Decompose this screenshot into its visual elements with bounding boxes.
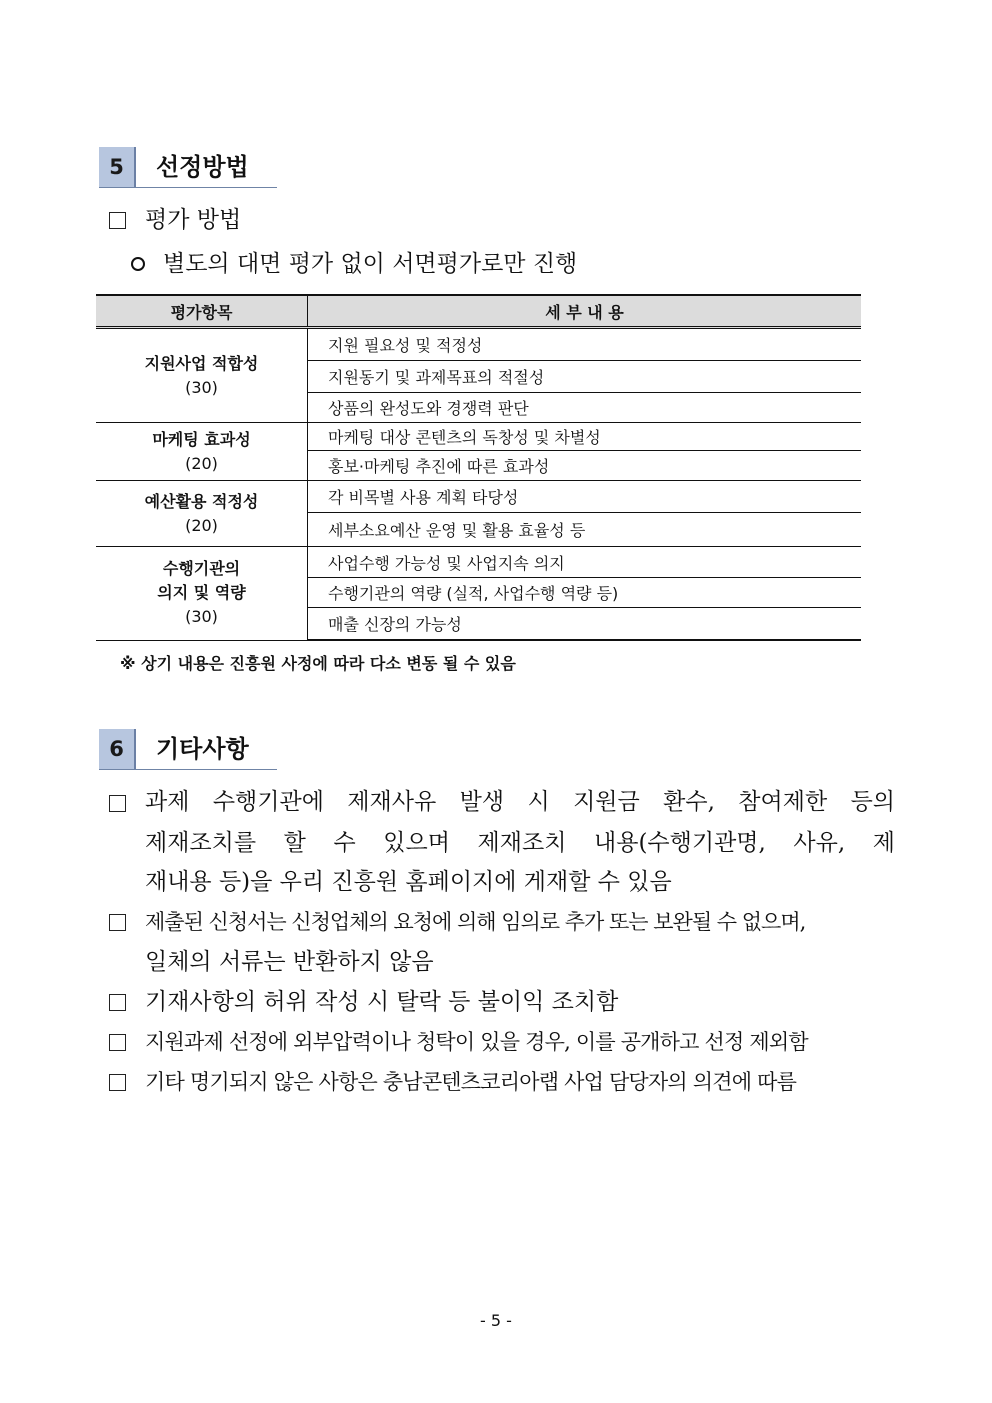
misc-item-1-line-1: 과제 수행기관에 제재사유 발생 시 지원금 환수, 참여제한 등의: [145, 789, 895, 815]
detail-item: 세부소요예산 운영 및 활용 효율성 등: [308, 513, 862, 547]
eval-method-heading: 평가 방법: [145, 207, 242, 233]
checkbox-square-icon: [109, 212, 126, 229]
page-number: - 5 -: [480, 1311, 512, 1330]
detail-item: 지원동기 및 과제목표의 적절성: [308, 361, 862, 392]
category-name: 마케팅 효과성: [152, 429, 251, 449]
section-6-header: [99, 729, 277, 770]
table-row: [96, 328, 861, 361]
category-name: 예산활용 적정성: [144, 491, 259, 511]
misc-item-4: 지원과제 선정에 외부압력이나 청탁이 있을 경우, 이를 공개하고 선정 제외함: [145, 1030, 808, 1054]
category-score: (20): [185, 453, 218, 473]
checkbox-square-icon: [109, 795, 126, 812]
misc-item-2-line-2: 일체의 서류는 반환하지 않음: [145, 949, 434, 975]
category-name-line2: 의지 및 역량: [157, 583, 246, 603]
detail-item: 각 비목별 사용 계획 타당성: [308, 481, 862, 513]
category-cell: [96, 328, 308, 423]
detail-item: 상품의 완성도와 경쟁력 판단: [308, 392, 862, 422]
table-row: [96, 423, 861, 451]
category-score: (20): [185, 515, 218, 535]
section-5-number: 5: [99, 147, 136, 187]
detail-item: 지원 필요성 및 적정성: [308, 328, 862, 361]
misc-item-3: 기재사항의 허위 작성 시 탈락 등 불이익 조치함: [145, 989, 619, 1015]
table-note: ※ 상기 내용은 진흥원 사정에 따라 다소 변동 될 수 있음: [120, 654, 516, 673]
detail-item: 홍보·마케팅 추진에 따른 효과성: [308, 451, 862, 481]
misc-item-1-line-2: 제재조치를 할 수 있으며 제재조치 내용(수행기관명, 사유, 제: [145, 830, 895, 856]
header-details: 세 부 내 용: [308, 295, 862, 328]
category-cell: [96, 423, 308, 481]
evaluation-table: [96, 294, 861, 641]
section-5-header: [99, 147, 277, 188]
section-6-number: 6: [99, 729, 136, 769]
misc-item-2-line-1: 제출된 신청서는 신청업체의 요청에 의해 임의로 추가 또는 보완될 수 없으며,: [145, 910, 806, 934]
checkbox-square-icon: [109, 1074, 126, 1091]
detail-item: 수행기관의 역량 (실적, 사업수행 역량 등): [308, 578, 862, 608]
detail-item: 사업수행 가능성 및 사업지속 의지: [308, 547, 862, 578]
detail-item: 매출 신장의 가능성: [308, 608, 862, 641]
table-header-row: [96, 295, 861, 328]
misc-item-5: 기타 명기되지 않은 사항은 충남콘텐츠코리아랩 사업 담당자의 의견에 따름: [145, 1070, 797, 1094]
section-6-title: 기타사항: [156, 735, 249, 763]
category-cell: [96, 481, 308, 547]
header-eval-item: 평가항목: [96, 295, 308, 328]
eval-method-desc: 별도의 대면 평가 없이 서면평가로만 진행: [163, 251, 578, 277]
table-row: [96, 547, 861, 578]
checkbox-square-icon: [109, 1034, 126, 1051]
category-name-line1: 수행기관의: [162, 559, 241, 579]
checkbox-square-icon: [109, 914, 126, 931]
misc-item-1-line-3: 재내용 등)을 우리 진흥원 홈페이지에 게재할 수 있음: [145, 869, 672, 895]
category-score: (30): [185, 377, 218, 397]
table-row: [96, 481, 861, 513]
section-5-title: 선정방법: [156, 153, 249, 181]
category-score: (30): [185, 607, 218, 627]
category-name: 지원사업 적합성: [144, 353, 259, 373]
circle-bullet-icon: [131, 257, 145, 271]
category-cell: [96, 547, 308, 641]
checkbox-square-icon: [109, 994, 126, 1011]
detail-item: 마케팅 대상 콘텐츠의 독창성 및 차별성: [308, 423, 862, 451]
